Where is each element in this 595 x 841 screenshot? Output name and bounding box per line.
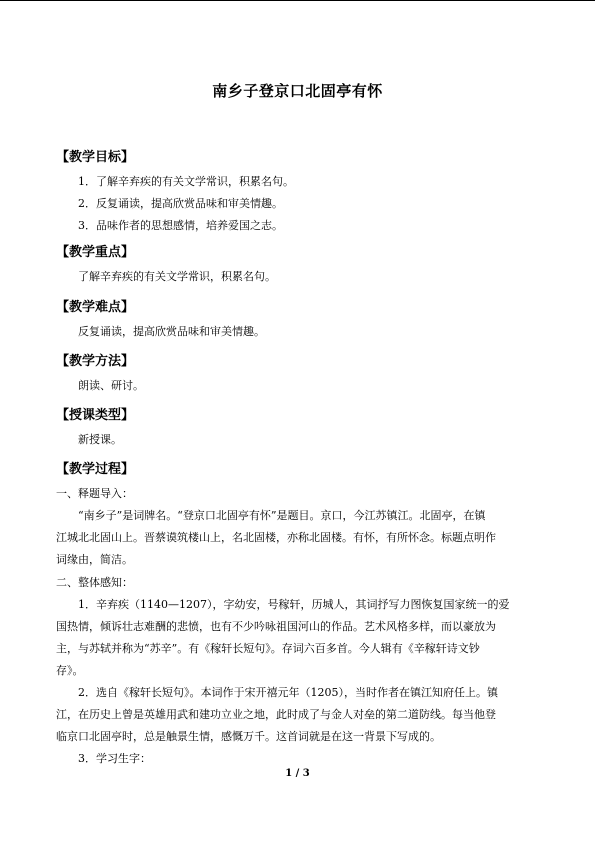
header-rule: [0, 0, 595, 1]
heading-difficulties: 【教学难点】: [56, 300, 135, 315]
process-item1-line-1: 1．辛弃疾（1140—1207），字幼安，号稼轩，历城人，其词抒写力图恢复国家统一的爱: [78, 598, 510, 611]
process-part2-title: 二、整体感知：: [56, 576, 133, 589]
process-item1-line-2: 国热情，倾诉壮志难酬的悲愤，也有不少吟咏祖国河山的作品。艺术风格多样，而以豪放为: [56, 620, 496, 633]
process-item2-line-1: 2．选自《稼轩长短句》。本词作于宋开禧元年（1205），当时作者在镇江知府任上。镇: [78, 686, 498, 699]
process-item1-line-3: 主，与苏轼并称为“苏辛”。有《稼轩长短句》。存词六百多首。今人辑有《辛稼轩诗文钞: [56, 642, 480, 655]
lesson-type-text: 新授课。: [78, 433, 122, 446]
process-item2-line-3: 临京口北固亭时，总是触景生情，感慨万千。这首词就是在这一背景下写成的。: [56, 730, 441, 743]
process-item2-line-2: 江，在历史上曾是英雄用武和建功立业之地，此时成了与金人对垒的第二道防线。每当他登: [56, 708, 496, 721]
key-points-text: 了解辛弃疾的有关文学常识，积累名句。: [78, 270, 276, 283]
difficulties-text: 反复诵读，提高欣赏品味和审美情趣。: [78, 325, 265, 338]
process-part1-line-2: 江城北北固山上。晋蔡谟筑楼山上，名北固楼，亦称北固楼。有怀，有所怀念。标题点明作: [56, 531, 496, 544]
goal-item-2: 2．反复诵读，提高欣赏品味和审美情趣。: [78, 197, 283, 210]
heading-lesson-type: 【授课类型】: [56, 408, 135, 423]
goal-item-1: 1．了解辛弃疾的有关文学常识，积累名句。: [78, 175, 294, 188]
page-number: 1 / 3: [285, 768, 310, 779]
heading-key-points: 【教学重点】: [56, 245, 135, 260]
process-item1-line-4: 存》。: [56, 664, 84, 677]
process-part1-title: 一、释题导入：: [56, 487, 133, 500]
methods-text: 朗读、研讨。: [78, 379, 144, 392]
heading-process: 【教学过程】: [56, 462, 135, 477]
process-item3: 3．学习生字：: [78, 752, 151, 765]
goal-item-3: 3．品味作者的思想感情，培养爱国之志。: [78, 219, 283, 232]
process-part1-line-1: “南乡子”是词牌名。“登京口北固亭有怀”是题目。京口，今江苏镇江。北固亭，在镇: [78, 509, 486, 522]
heading-methods: 【教学方法】: [56, 354, 135, 369]
page-title: 南乡子登京口北固亭有怀: [212, 82, 383, 100]
heading-goals: 【教学目标】: [56, 150, 135, 165]
process-part1-line-3: 词缘由，简洁。: [56, 553, 133, 566]
